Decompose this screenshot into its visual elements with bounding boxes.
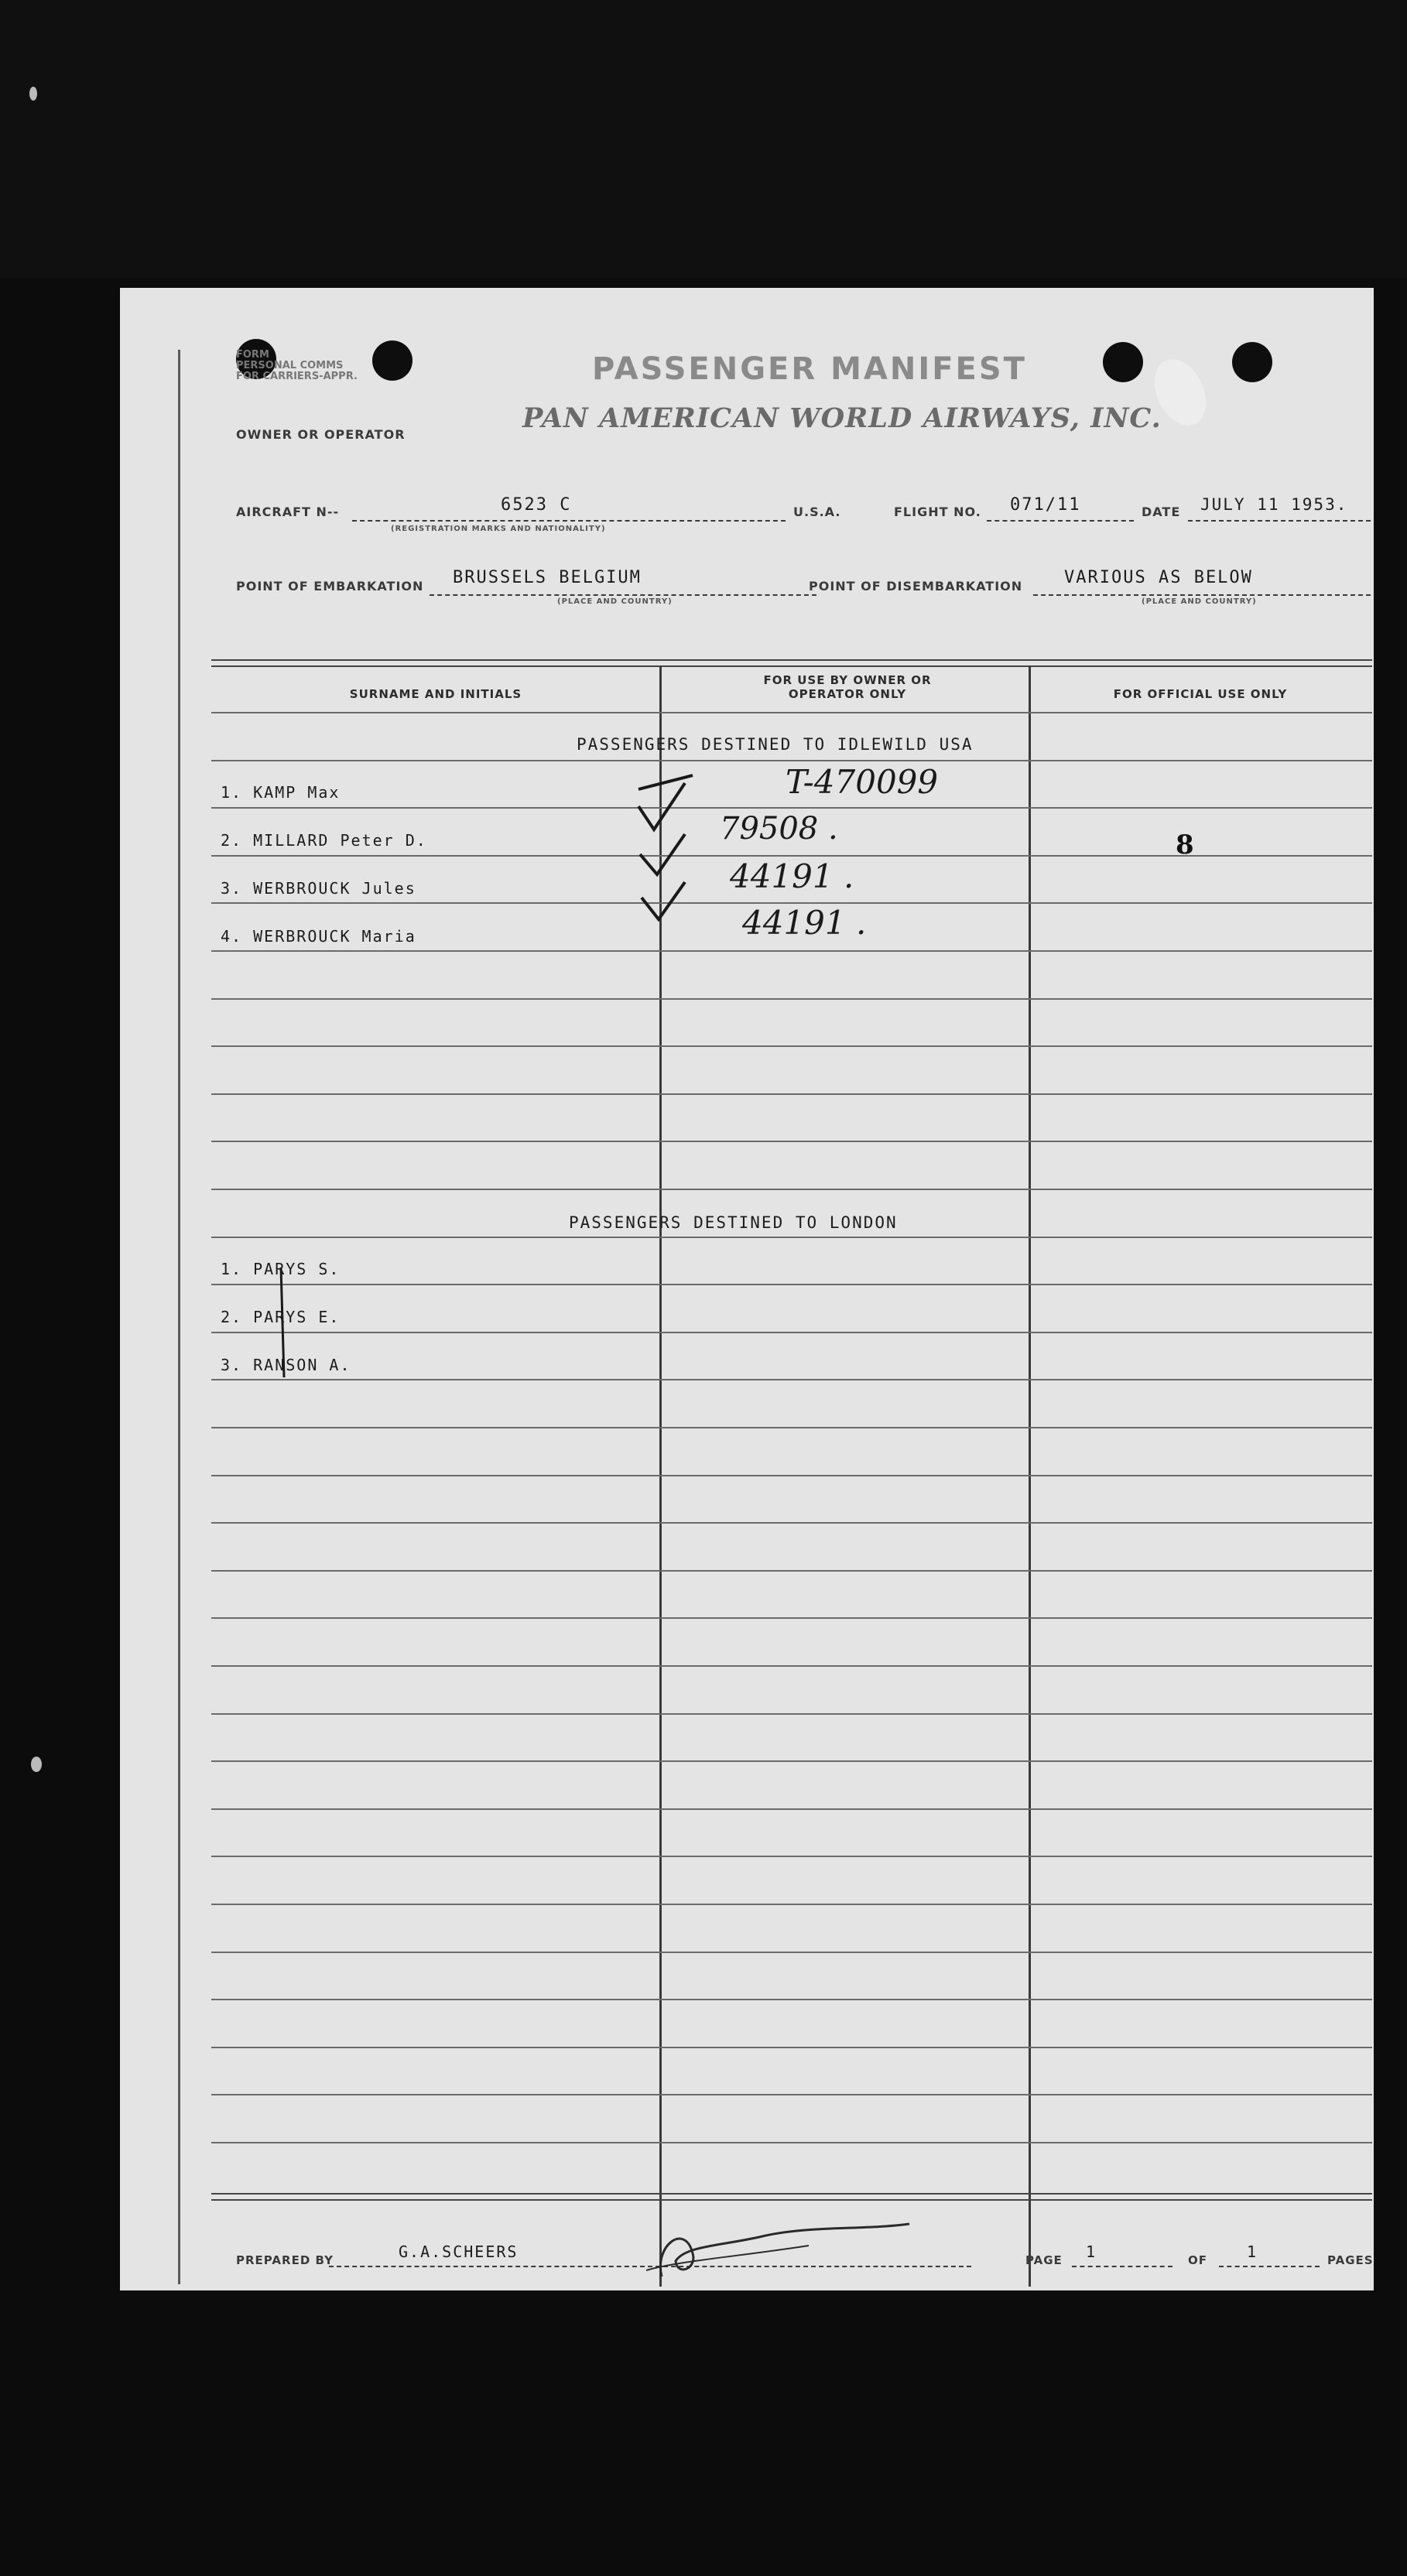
date-line — [1188, 520, 1371, 522]
passenger-name: 2. PARYS E. — [221, 1308, 341, 1326]
page-label: PAGE — [1025, 2253, 1063, 2267]
ruled-line — [211, 1045, 1372, 1047]
ruled-line — [211, 998, 1372, 1000]
ruled-line — [211, 1760, 1372, 1762]
table-top-rule — [211, 659, 1372, 667]
disembarkation-label: POINT OF DISEMBARKATION — [809, 579, 1023, 594]
ruled-line — [211, 1570, 1372, 1572]
ruled-line — [211, 712, 1372, 713]
ruled-line — [211, 1617, 1372, 1619]
aircraft-line — [352, 520, 786, 522]
page-number: 1 — [1086, 2242, 1097, 2261]
film-frame-top — [0, 0, 1407, 279]
ruled-line — [211, 950, 1372, 952]
ruled-line — [211, 2142, 1372, 2143]
embarkation-value: BRUSSELS BELGIUM — [453, 568, 642, 587]
flight-no-line — [987, 520, 1134, 522]
aircraft-number: 6523 C — [501, 495, 572, 515]
punch-hole — [1103, 342, 1143, 382]
handwritten-note: 44191 . — [742, 904, 867, 942]
of-line — [1219, 2266, 1320, 2267]
passenger-name: 4. WERBROUCK Maria — [221, 927, 416, 946]
passenger-name: 1. KAMP Max — [221, 783, 341, 802]
ruled-line — [211, 760, 1372, 761]
ruled-line — [211, 1332, 1372, 1333]
ruled-line — [211, 1093, 1372, 1095]
left-margin-rule — [178, 350, 180, 2284]
passenger-name: 3. WERBROUCK Jules — [221, 879, 416, 898]
passenger-name: 2. MILLARD Peter D. — [221, 831, 427, 850]
official-mark: 8 — [1176, 830, 1194, 860]
ruled-line — [211, 1475, 1372, 1476]
flight-no-label: FLIGHT NO. — [894, 505, 981, 519]
page-title: PASSENGER MANIFEST — [592, 351, 1027, 387]
handwritten-note: 44191 . — [730, 857, 854, 895]
date-label: DATE — [1142, 505, 1181, 519]
checkmarks-icon — [631, 768, 716, 969]
form-code: FORM PERSONAL COMMS FOR CARRIERS-APPR. — [236, 349, 358, 382]
ruled-line — [211, 1808, 1372, 1810]
group-heading: PASSENGERS DESTINED TO IDLEWILD USA — [577, 735, 974, 754]
ruled-line — [211, 1237, 1372, 1238]
col-header-surname: SURNAME AND INITIALS — [349, 687, 522, 701]
ruled-line — [211, 1904, 1372, 1905]
embarkation-line — [430, 594, 816, 596]
group-heading: PASSENGERS DESTINED TO LONDON — [569, 1213, 898, 1232]
usa-label: U.S.A. — [793, 505, 841, 519]
prepared-by-label: PREPARED BY — [236, 2253, 334, 2267]
signature-icon — [631, 2199, 925, 2284]
disembarkation-caption: (PLACE AND COUNTRY) — [1142, 597, 1257, 606]
passenger-name: 1. PARYS S. — [221, 1260, 341, 1278]
ruled-line — [211, 1856, 1372, 1857]
ruled-line — [211, 1713, 1372, 1715]
embarkation-label: POINT OF EMBARKATION — [236, 579, 424, 594]
passenger-name: 3. RANSON A. — [221, 1356, 351, 1374]
ruled-line — [211, 2094, 1372, 2095]
pen-stroke-icon — [275, 1264, 290, 1380]
ruled-line — [211, 1665, 1372, 1667]
aircraft-label: AIRCRAFT N-- — [236, 505, 340, 519]
ruled-line — [211, 1189, 1372, 1190]
of-label: OF — [1188, 2253, 1207, 2267]
film-speck — [29, 87, 37, 101]
ruled-line — [211, 1427, 1372, 1428]
date-value: JULY 11 1953. — [1200, 495, 1348, 514]
disembarkation-value: VARIOUS AS BELOW — [1064, 568, 1253, 587]
col-header-operator: FOR USE BY OWNER OR OPERATOR ONLY — [763, 673, 932, 701]
registration-caption: (REGISTRATION MARKS AND NATIONALITY) — [391, 525, 606, 533]
ruled-line — [211, 1379, 1372, 1380]
page-line — [1072, 2266, 1172, 2267]
prepared-by-value: G.A.SCHEERS — [399, 2242, 519, 2261]
ruled-line — [211, 1284, 1372, 1285]
owner-label: OWNER OR OPERATOR — [236, 427, 406, 442]
ruled-line — [211, 2047, 1372, 2048]
ruled-line — [211, 1522, 1372, 1524]
embarkation-caption: (PLACE AND COUNTRY) — [557, 597, 673, 606]
ruled-line — [211, 1952, 1372, 1953]
company-name: PAN AMERICAN WORLD AIRWAYS, INC. — [522, 402, 1162, 434]
page-total: 1 — [1247, 2242, 1258, 2261]
handwritten-note: 79508 . — [720, 811, 838, 847]
film-speck — [31, 1757, 42, 1772]
pages-label: PAGES — [1327, 2253, 1374, 2267]
punch-hole — [1232, 342, 1272, 382]
disembarkation-line — [1033, 594, 1371, 596]
punch-hole — [372, 340, 413, 381]
film-frame-bottom — [0, 2290, 1407, 2576]
ruled-line — [211, 855, 1372, 857]
ruled-line — [211, 1141, 1372, 1142]
flight-number: 071/11 — [1010, 495, 1081, 515]
manifest-sheet — [120, 288, 1374, 2290]
col-header-official: FOR OFFICIAL USE ONLY — [1113, 687, 1288, 701]
ruled-line — [211, 1999, 1372, 2000]
handwritten-note: T-470099 — [786, 763, 939, 801]
ruled-line — [211, 807, 1372, 809]
